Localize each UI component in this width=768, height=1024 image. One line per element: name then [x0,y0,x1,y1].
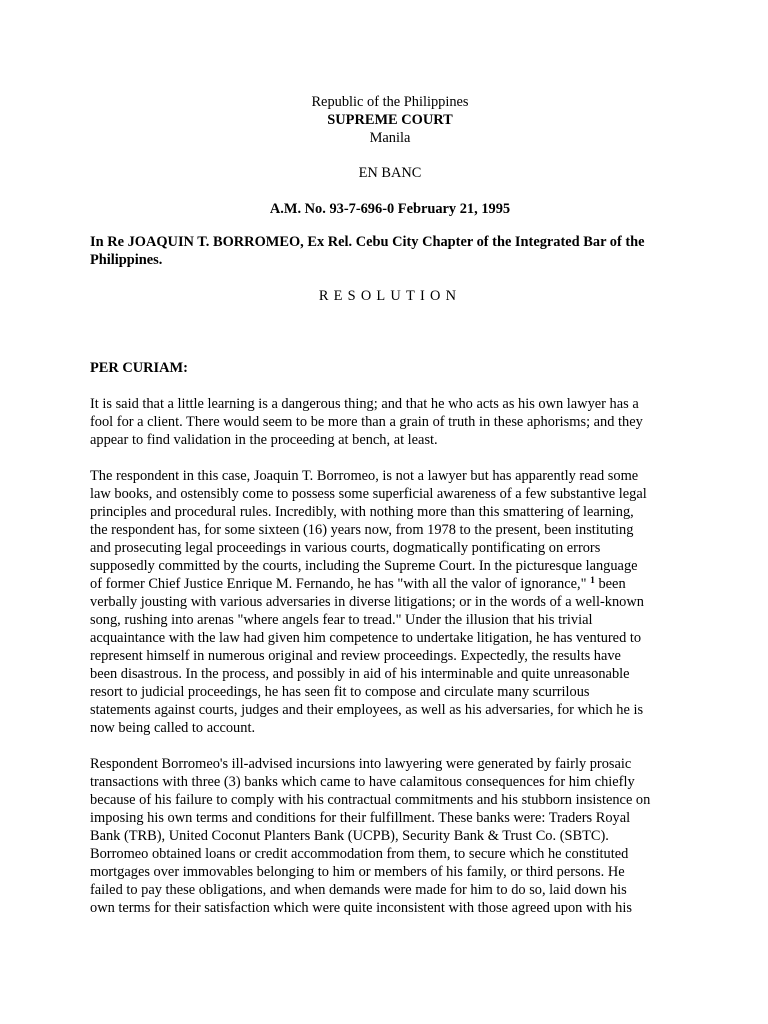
document-page [90,93,690,917]
paragraph-line: Respondent Borromeo's ill-advised incursions into lawyering were generated by fairly prosaic [90,756,632,772]
paragraph-line-with-footnote [90,575,690,593]
paragraph-line: verbally jousting with various adversaries in diverse litigations; or in the words of a well-known [90,594,644,610]
paragraph-line: own terms for their satisfaction which were quite inconsistent with those agreed upon with his [90,900,632,916]
paragraph-line: represent himself in numerous original and review proceedings. Expectedly, the results have [90,648,621,664]
case-title [90,233,690,269]
city-line: Manila [369,130,411,146]
division-label: EN BANC [358,165,422,181]
paragraph-line: law books, and ostensibly come to possess some superficial awareness of a few substantive legal [90,486,647,502]
case-number-block [90,200,690,218]
paragraph-line: because of his failure to comply with his contractual commitments and his stubborn insistence on [90,792,651,808]
paragraph-line: resort to judicial proceedings, he has seen fit to compose and circulate many scurrilous [90,684,590,700]
paragraph-line: now being called to account. [90,720,256,736]
paragraph-line: statements against courts, judges and their employees, as well as his adversaries, for which he is [90,702,644,718]
paragraph-line: been disastrous. In the process, and possibly in aid of his interminable and quite unreasonable [90,666,630,682]
paragraph-line-text: of former Chief Justice Enrique M. Fernando, he has "with all the valor of ignorance," [90,576,587,592]
republic-line: Republic of the Philippines [311,94,469,110]
paragraph-line: imposing his own terms and conditions for their fulfillment. These banks were: Traders Royal [90,810,631,826]
case-title-line: Philippines. [90,252,163,268]
paragraph [90,467,690,737]
per-curiam-block [90,359,690,377]
paragraph-line: It is said that a little learning is a dangerous thing; and that he who acts as his own lawyer has a [90,396,639,412]
paragraph-line: supposedly committed by the courts, including the Supreme Court. In the picturesque language [90,558,638,574]
paragraph-line: appear to find validation in the proceeding at bench, at least. [90,432,438,448]
paragraph-line: and prosecuting legal proceedings in various courts, dogmatically pontificating on errors [90,540,601,556]
paragraph-line: failed to pay these obligations, and when demands were made for him to do so, laid down his [90,882,627,898]
paragraph-line-text: been [598,576,626,592]
resolution-heading: RESOLUTION [318,288,462,304]
footnote-ref[interactable]: 1 [590,576,595,586]
paragraph-line: principles and procedural rules. Incredibly, with nothing more than this smattering of learning, [90,504,634,520]
case-title-line: In Re JOAQUIN T. BORROMEO, Ex Rel. Cebu City Chapter of the Integrated Bar of the [90,234,645,250]
paragraph-line: Borromeo obtained loans or credit accommodation from them, to secure which he constituted [90,846,629,862]
paragraph-line: fool for a client. There would seem to be more than a grain of truth in these aphorisms; and they [90,414,643,430]
case-number: A.M. No. 93-7-696-0 February 21, 1995 [269,201,511,217]
paragraph-line: song, rushing into arenas "where angels fear to tread." Under the illusion that his trivial [90,612,593,628]
paragraph-line: Bank (TRB), United Coconut Planters Bank (UCPB), Security Bank & Trust Co. (SBTC). [90,828,609,844]
division-block [90,164,690,182]
paragraph-line: transactions with three (3) banks which came to have calamitous consequences for him chiefly [90,774,635,790]
court-name: SUPREME COURT [327,112,453,128]
resolution-heading-block [90,287,690,305]
paragraph-line: the respondent has, for some sixteen (16) years now, from 1978 to the present, been instituting [90,522,634,538]
per-curiam-label: PER CURIAM: [90,360,188,376]
paragraph-line: acquaintance with the law had given him competence to undertake litigation, he has ventured to [90,630,642,646]
paragraph [90,755,690,917]
paragraph-line: The respondent in this case, Joaquin T. Borromeo, is not a lawyer but has apparently read some [90,468,639,484]
paragraph-line: mortgages over immovables belonging to him or members of his family, or third persons. He [90,864,625,880]
document-header [90,93,690,147]
paragraph [90,395,690,449]
